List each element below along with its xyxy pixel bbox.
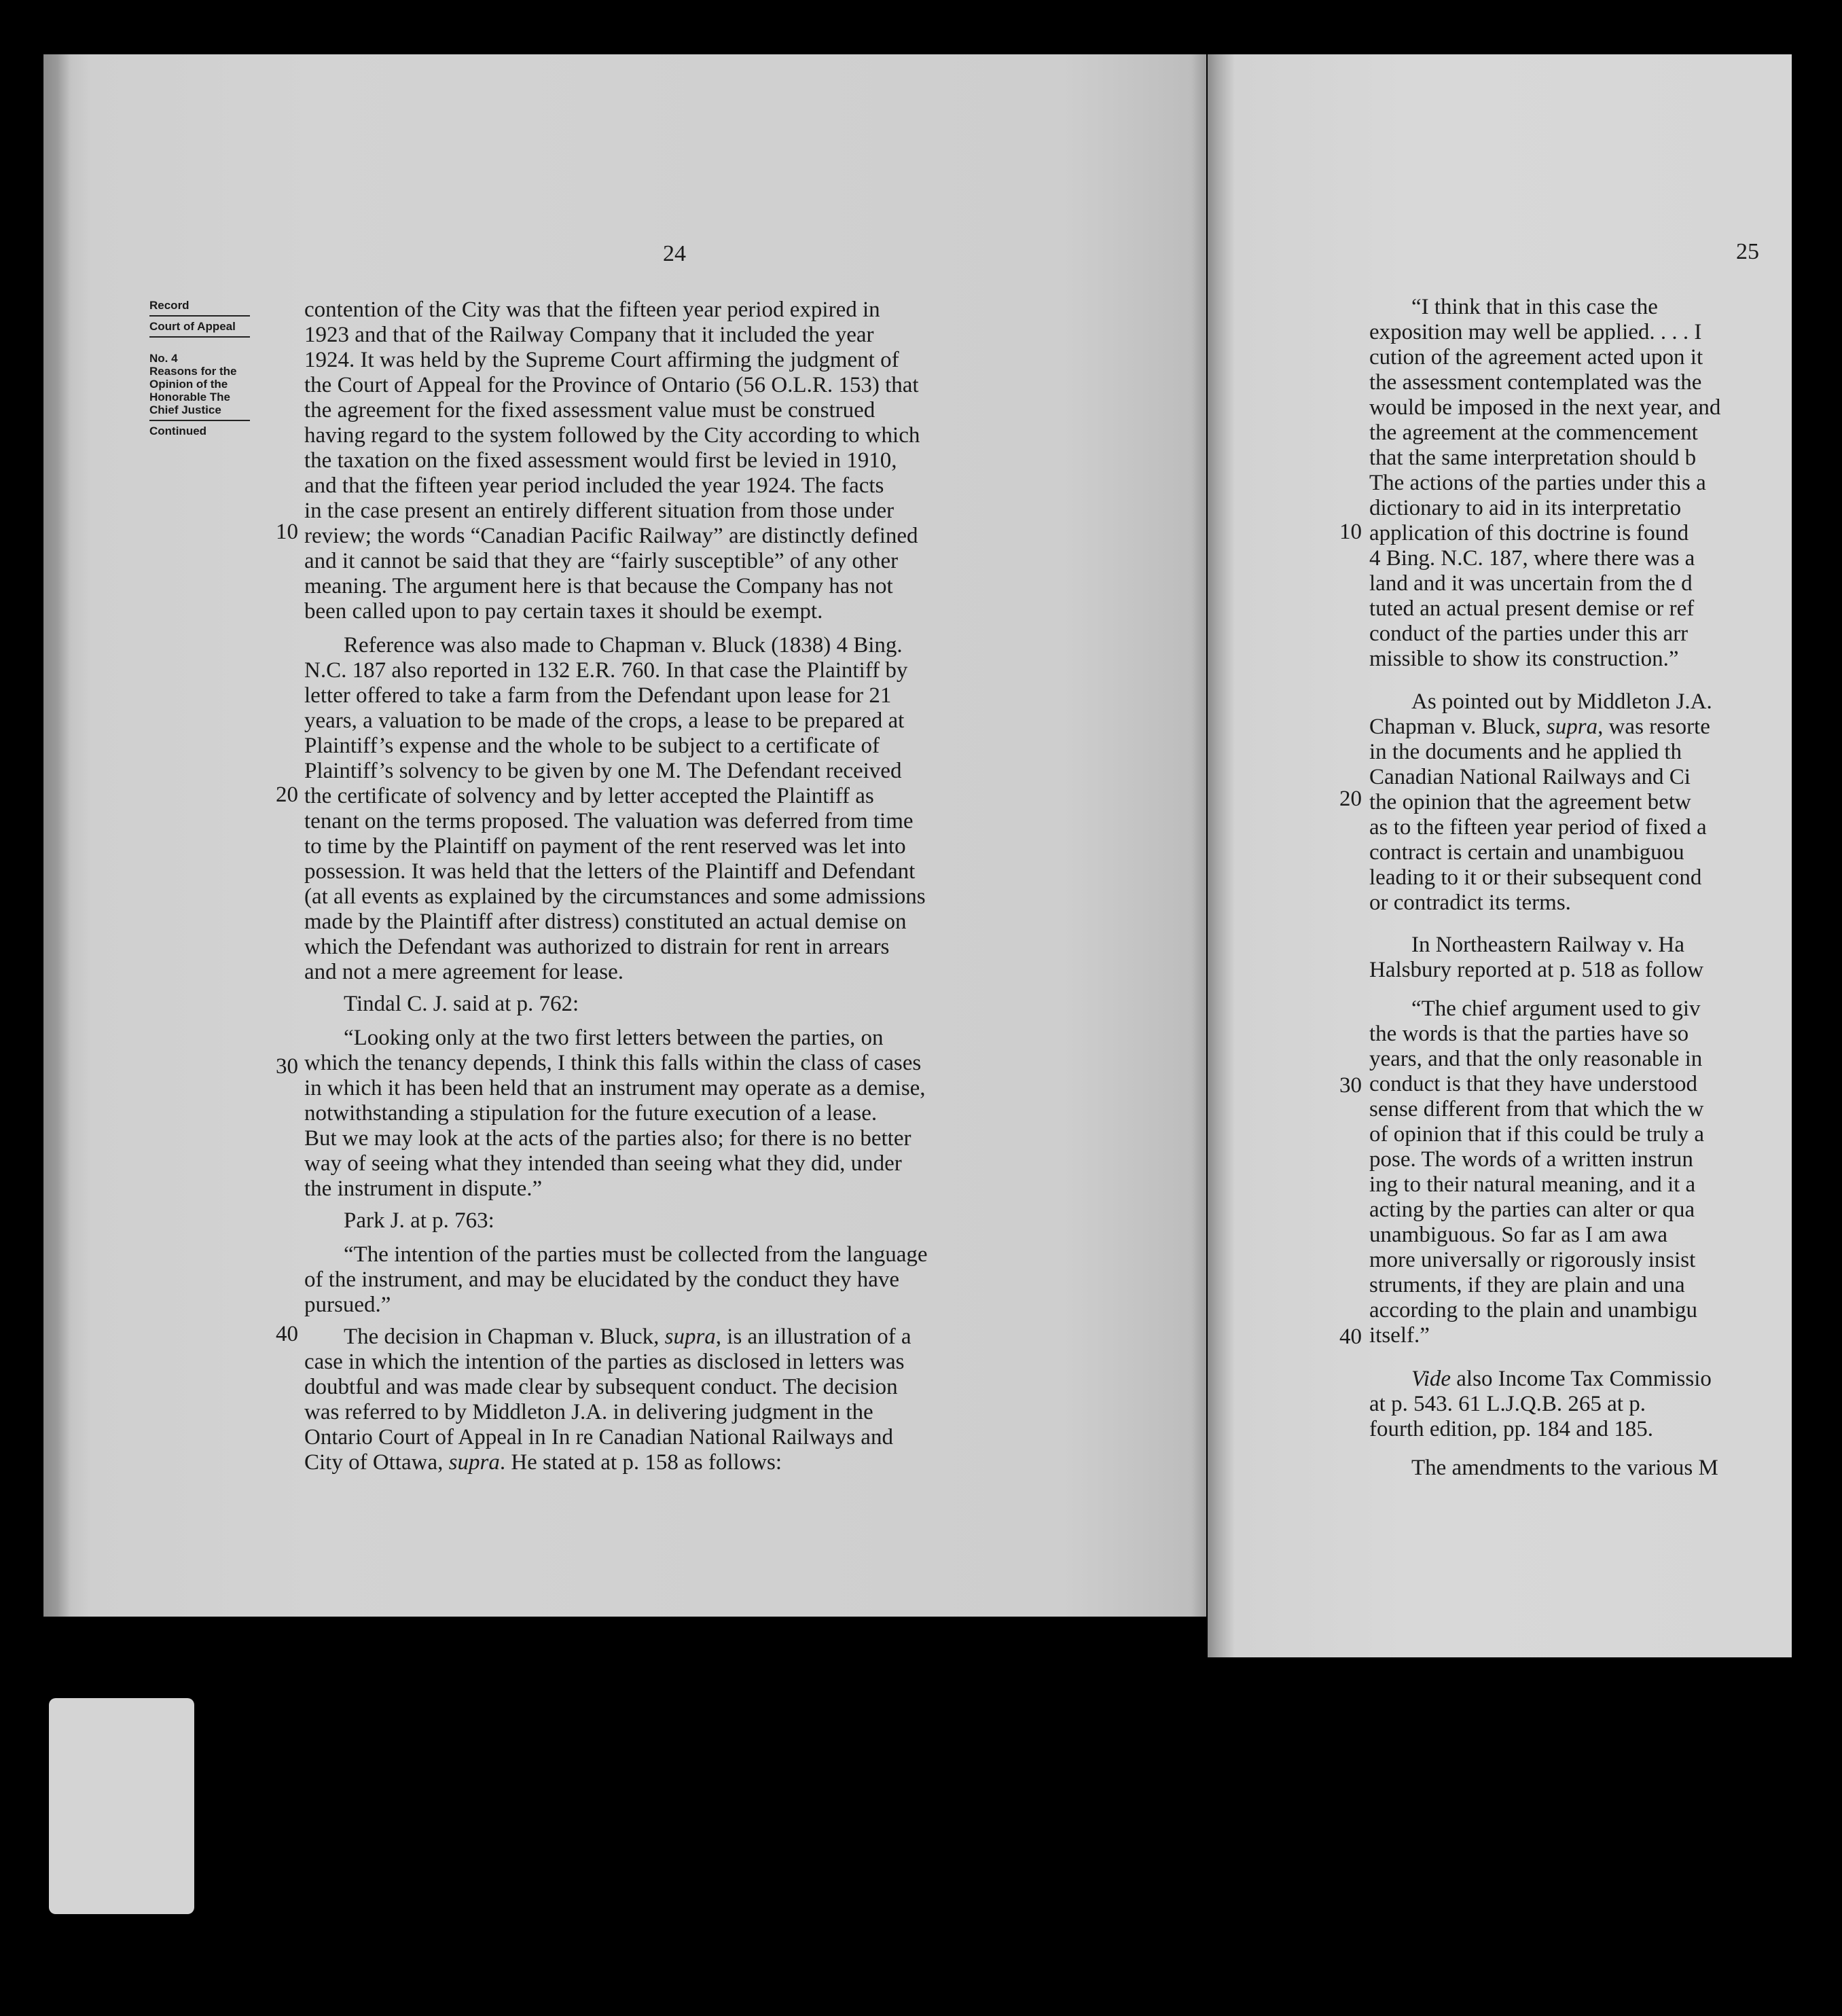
margin-note-item: Opinion of the	[149, 378, 228, 391]
body-line: tenant on the terms proposed. The valuation was deferred from time	[304, 809, 914, 833]
body-line: City of Ottawa, supra. He stated at p. 158 as follows:	[304, 1450, 782, 1475]
quote-line: acting by the parties can alter or qua	[1369, 1198, 1695, 1222]
body-line: contract is certain and unambiguou	[1369, 840, 1684, 865]
body-line: made by the Plaintiff after distress) constituted an actual demise on	[304, 910, 907, 934]
divider	[149, 420, 250, 421]
margin-note-item: No. 4	[149, 352, 178, 365]
margin-note	[149, 299, 258, 437]
body-line: the agreement for the fixed assessment value must be construed	[304, 398, 875, 422]
body-line: (at all events as explained by the circumstances and some admissions	[304, 884, 926, 909]
body-line: Vide also Income Tax Commissio	[1411, 1367, 1712, 1391]
quote-line: ing to their natural meaning, and it a	[1369, 1172, 1696, 1197]
paper-slip	[49, 1698, 194, 1914]
body-line: years, a valuation to be made of the crops, a lease to be prepared at	[304, 708, 905, 733]
line-number: 20	[1339, 787, 1362, 811]
quote-line: notwithstanding a stipulation for the future execution of a lease.	[304, 1101, 878, 1126]
quote-line: which the tenancy depends, I think this falls within the class of cases	[304, 1051, 922, 1075]
body-line: 1923 and that of the Railway Company that it included the year	[304, 323, 874, 347]
quote-line: struments, if they are plain and una	[1369, 1273, 1685, 1297]
body-line: letter offered to take a farm from the Defendant upon lease for 21	[304, 683, 892, 708]
quote-line: more universally or rigorously insist	[1369, 1248, 1696, 1272]
margin-note-continued: Continued	[149, 425, 207, 437]
body-line: N.C. 187 also reported in 132 E.R. 760. In that case the Plaintiff by	[304, 658, 908, 683]
page-number-right: 25	[1736, 239, 1759, 264]
body-line: at p. 543. 61 L.J.Q.B. 265 at p.	[1369, 1392, 1646, 1416]
margin-note-item: Reasons for the	[149, 365, 237, 378]
quote-line: pursued.”	[304, 1293, 391, 1317]
line-number: 20	[276, 782, 298, 807]
body-line: Chapman v. Bluck, supra, was resorte	[1369, 715, 1710, 739]
margin-note-record: Record	[149, 299, 189, 312]
body-line: The decision in Chapman v. Bluck, supra, is an illustration of a	[344, 1325, 911, 1349]
body-line: the certificate of solvency and by letter accepted the Plaintiff as	[304, 784, 874, 808]
quote-line: But we may look at the acts of the parties also; for there is no better	[304, 1126, 911, 1151]
body-line: Halsbury reported at p. 518 as follow	[1369, 958, 1704, 982]
divider	[149, 336, 250, 338]
quote-line: conduct of the parties under this arr	[1369, 622, 1688, 646]
quote-line: of opinion that if this could be truly a	[1369, 1122, 1705, 1147]
body-line: as to the fifteen year period of fixed a	[1369, 815, 1707, 840]
body-line: Reference was also made to Chapman v. Bluck (1838) 4 Bing.	[344, 633, 903, 658]
quote-line: the words is that the parties have so	[1369, 1022, 1689, 1046]
quote-line: pose. The words of a written instrun	[1369, 1147, 1693, 1172]
body-line: having regard to the system followed by the City according to which	[304, 423, 920, 448]
quote-line: “Looking only at the two first letters between the parties, on	[344, 1026, 884, 1050]
body-line: in the documents and he applied th	[1369, 740, 1682, 764]
body-line: doubtful and was made clear by subsequent conduct. The decision	[304, 1375, 898, 1399]
quote-line: itself.”	[1369, 1323, 1430, 1348]
quote-line: unambiguous. So far as I am awa	[1369, 1223, 1667, 1247]
body-line: Plaintiff’s expense and the whole to be subject to a certificate of	[304, 734, 880, 758]
quote-line: land and it was uncertain from the d	[1369, 571, 1693, 596]
body-line: possession. It was held that the letters of the Plaintiff and Defendant	[304, 859, 916, 884]
quote-line: “The intention of the parties must be collected from the language	[344, 1242, 928, 1267]
quote-line: according to the plain and unambigu	[1369, 1298, 1697, 1322]
body-line: review; the words “Canadian Pacific Railway” are distinctly defined	[304, 524, 918, 548]
margin-note-item: Chief Justice	[149, 403, 221, 416]
body-line: Plaintiff’s solvency to be given by one M. The Defendant received	[304, 759, 902, 783]
quote-line: that the same interpretation should b	[1369, 446, 1697, 470]
quote-line: would be imposed in the next year, and	[1369, 395, 1721, 420]
quote-line: application of this doctrine is found	[1369, 521, 1689, 545]
body-line: been called upon to pay certain taxes it should be exempt.	[304, 599, 823, 624]
body-line: In Northeastern Railway v. Ha	[1411, 933, 1684, 957]
line-number: 10	[1339, 520, 1362, 544]
body-line: and that the fifteen year period included the year 1924. The facts	[304, 473, 884, 498]
body-line: the Court of Appeal for the Province of Ontario (56 O.L.R. 153) that	[304, 373, 919, 397]
quote-line: years, and that the only reasonable in	[1369, 1047, 1703, 1071]
body-line: leading to it or their subsequent cond	[1369, 865, 1702, 890]
quote-line: cution of the agreement acted upon it	[1369, 345, 1703, 370]
body-line: which the Defendant was authorized to distrain for rent in arrears	[304, 935, 890, 959]
quote-line: 4 Bing. N.C. 187, where there was a	[1369, 546, 1695, 571]
quote-line: missible to show its construction.”	[1369, 647, 1679, 671]
body-line: contention of the City was that the fifteen year period expired in	[304, 298, 880, 322]
body-line: to time by the Plaintiff on payment of the rent reserved was let into	[304, 834, 906, 859]
quote-line: exposition may well be applied. . . . I	[1369, 320, 1702, 344]
body-line: Tindal C. J. said at p. 762:	[344, 992, 579, 1016]
body-line: The amendments to the various M	[1411, 1456, 1718, 1480]
line-number: 10	[276, 520, 298, 544]
line-number: 40	[1339, 1325, 1362, 1349]
body-line: Park J. at p. 763:	[344, 1208, 494, 1233]
body-line: As pointed out by Middleton J.A.	[1411, 689, 1712, 714]
body-line: and not a mere agreement for lease.	[304, 960, 624, 984]
body-line: the opinion that the agreement betw	[1369, 790, 1691, 814]
body-line: fourth edition, pp. 184 and 185.	[1369, 1417, 1653, 1441]
quote-line: dictionary to aid in its interpretatio	[1369, 496, 1682, 520]
quote-line: the assessment contemplated was the	[1369, 370, 1702, 395]
body-line: Canadian National Railways and Ci	[1369, 765, 1691, 789]
quote-line: tuted an actual present demise or ref	[1369, 596, 1695, 621]
body-line: the taxation on the fixed assessment would first be levied in 1910,	[304, 448, 897, 473]
line-number: 30	[276, 1054, 298, 1079]
line-number: 30	[1339, 1073, 1362, 1098]
body-line: and it cannot be said that they are “fairly susceptible” of any other	[304, 549, 899, 573]
body-line: in the case present an entirely different situation from those under	[304, 499, 895, 523]
page-number-left: 24	[663, 241, 686, 266]
margin-note-court: Court of Appeal	[149, 320, 236, 333]
quote-line: the agreement at the commencement	[1369, 420, 1698, 445]
body-line: Ontario Court of Appeal in In re Canadian National Railways and	[304, 1425, 893, 1450]
divider	[149, 315, 250, 317]
margin-note-item: Honorable The	[149, 391, 231, 403]
quote-line: The actions of the parties under this a	[1369, 471, 1706, 495]
quote-line: sense different from that which the w	[1369, 1097, 1704, 1121]
quote-line: conduct is that they have understood	[1369, 1072, 1697, 1096]
body-line: 1924. It was held by the Supreme Court affirming the judgment of	[304, 348, 899, 372]
quote-line: “I think that in this case the	[1411, 295, 1658, 319]
quote-line: way of seeing what they intended than seeing what they did, under	[304, 1151, 902, 1176]
body-line: was referred to by Middleton J.A. in delivering judgment in the	[304, 1400, 873, 1424]
body-line: or contradict its terms.	[1369, 890, 1571, 915]
line-number: 40	[276, 1322, 298, 1346]
body-line: meaning. The argument here is that because the Company has not	[304, 574, 893, 598]
body-line: case in which the intention of the parties as disclosed in letters was	[304, 1350, 905, 1374]
quote-line: “The chief argument used to giv	[1411, 996, 1701, 1021]
quote-line: in which it has been held that an instrument may operate as a demise,	[304, 1076, 926, 1100]
quote-line: the instrument in dispute.”	[304, 1176, 543, 1201]
quote-line: of the instrument, and may be elucidated by the conduct they have	[304, 1267, 900, 1292]
